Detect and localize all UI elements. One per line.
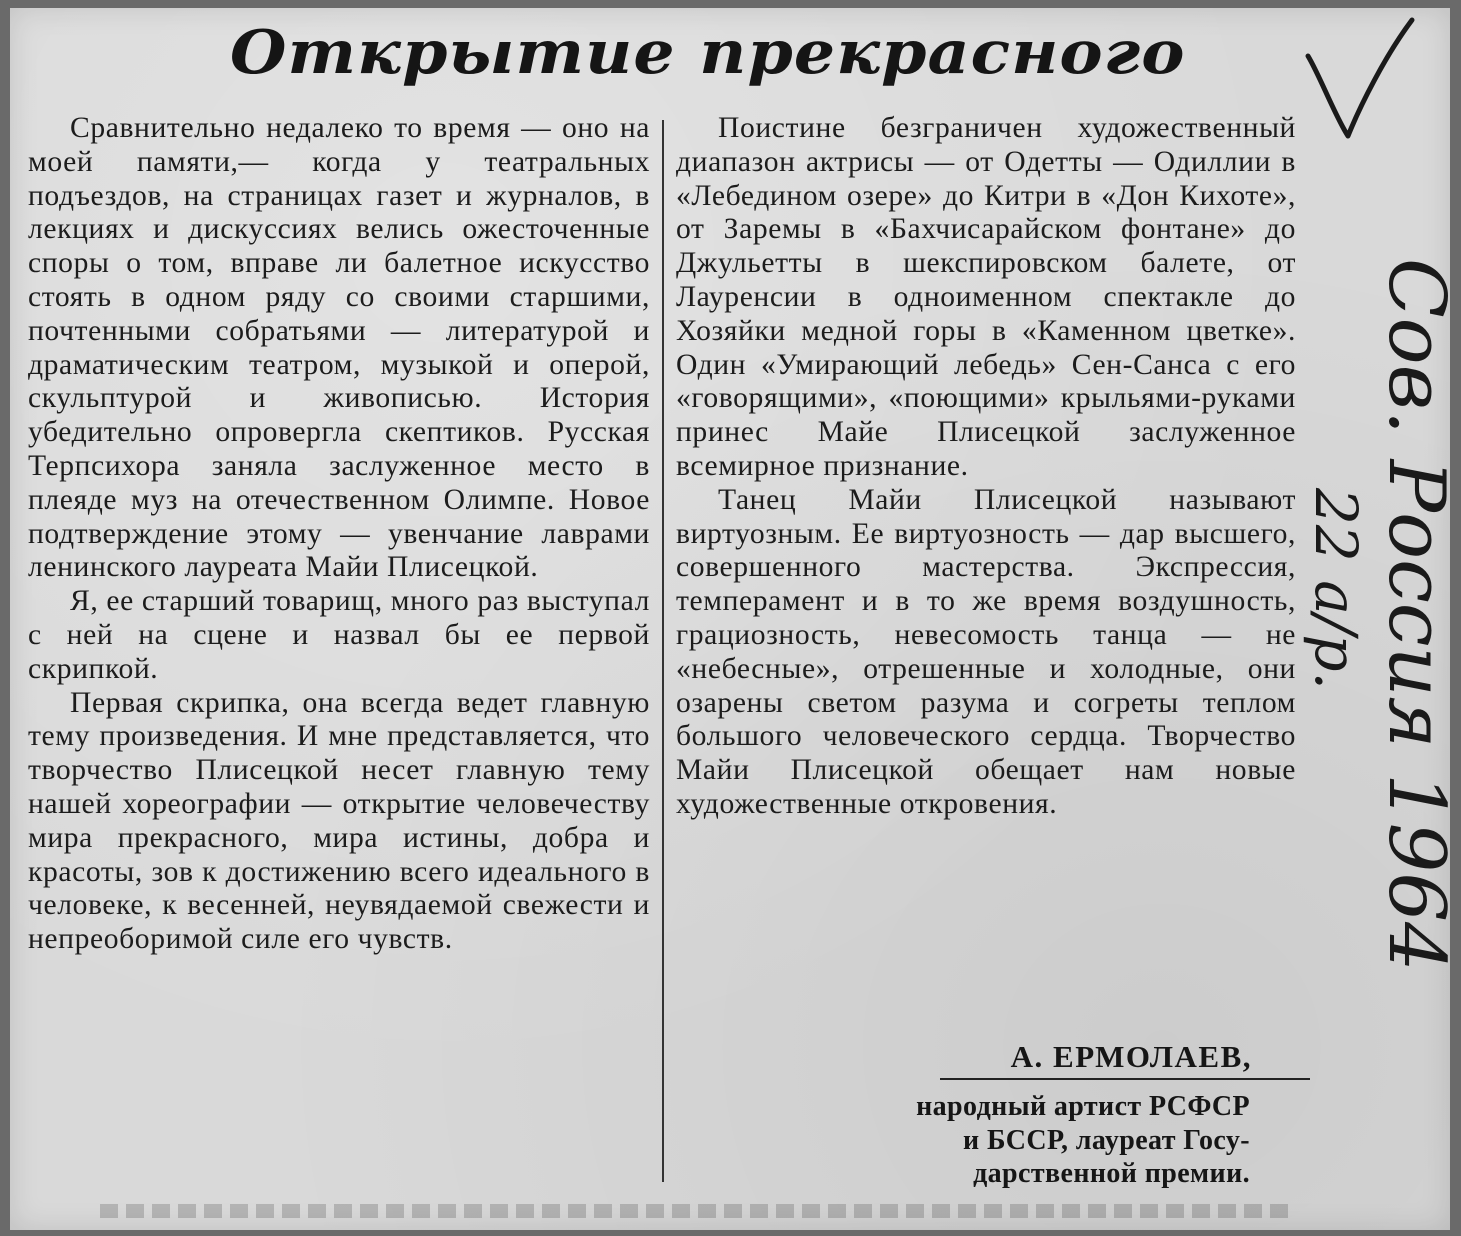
author-title-line: народный артист РСФСР	[916, 1091, 1250, 1122]
right-column	[676, 112, 1296, 822]
handwritten-source-note: Сов. Россия 1964	[1371, 258, 1461, 972]
paragraph: Первая скрипка, она всегда ведет главную тему произведения. И мне представляется, что творчество Плисецкой несет главную тему нашей хореографии — открытие человечеству мира прекрасного, мира истины, добра и красоты, зов к достижению всего идеального в человеке, к весенней, неувядаемой свежести и непреоборимой силе его чувств.	[28, 686, 650, 956]
paragraph: Сравнительно недалеко то время — оно на моей памяти,— когда у театральных подъездов, на страницах газет и журналов, в лекциях и дискуссиях велись ожесточенные споры о том, вправе ли балетное искусство стоять в одном ряду со своими старшими, почтенными собратьями — литературой и драматическим театром, музыкой и оперой, скульптурой и живописью. История убедительно опровергла скептиков. Русская Терпсихора заняла заслуженное место в плеяде муз на отечественном Олимпе. Новое подтверждение этому — увенчание лаврами ленинского лауреата Майи Плисецкой.	[28, 112, 650, 584]
paragraph: Я, ее старший товарищ, много раз выступал с ней на сцене и назвал бы ее первой скрипкой.	[28, 585, 650, 685]
author-block	[770, 1038, 1310, 1191]
paragraph: Танец Майи Плисецкой называют виртуозным. Ее виртуозность — дар высшего, совершенного мастерства. Экспрессия, темперамент и в то же время воздушность, грациозность, невесомость танца — не «небесные», отрешенные и холодные, они озарены светом разума и согреты теплом большого человеческого сердца. Творчество Майи Плисецкой обещает нам новые художественные откровения.	[676, 483, 1296, 820]
author-title-line: дарственной премии.	[973, 1158, 1250, 1189]
left-column	[28, 112, 650, 957]
article-headline: Открытие прекрасного	[230, 18, 1186, 88]
checkmark-icon	[1300, 16, 1420, 146]
author-underline	[940, 1078, 1310, 1080]
author-title-line: и БССР, лауреат Госу-	[963, 1124, 1250, 1156]
column-divider	[662, 120, 664, 1182]
author-title	[770, 1090, 1310, 1191]
handwritten-date-note: 22 а/р.	[1302, 488, 1370, 690]
newspaper-clipping	[10, 8, 1461, 1230]
cut-off-text-remnant	[100, 1204, 1290, 1218]
author-name: А. ЕРМОЛАЕВ,	[1010, 1039, 1252, 1074]
paragraph: Поистине безграничен художественный диапазон актрисы — от Одетты — Одиллии в «Лебедином озере» до Китри в «Дон Кихоте», от Заремы в «Бахчисарайском фонтане» до Джульетты в шекспировском балете, от Лауренсии в одноименном спектакле до Хозяйки медной горы в «Каменном цветке». Один «Умирающий лебедь» Сен-Санса с его «говорящими», «поющими» крыльями-руками принес Майе Плисецкой заслуженное всемирное признание.	[676, 112, 1296, 482]
